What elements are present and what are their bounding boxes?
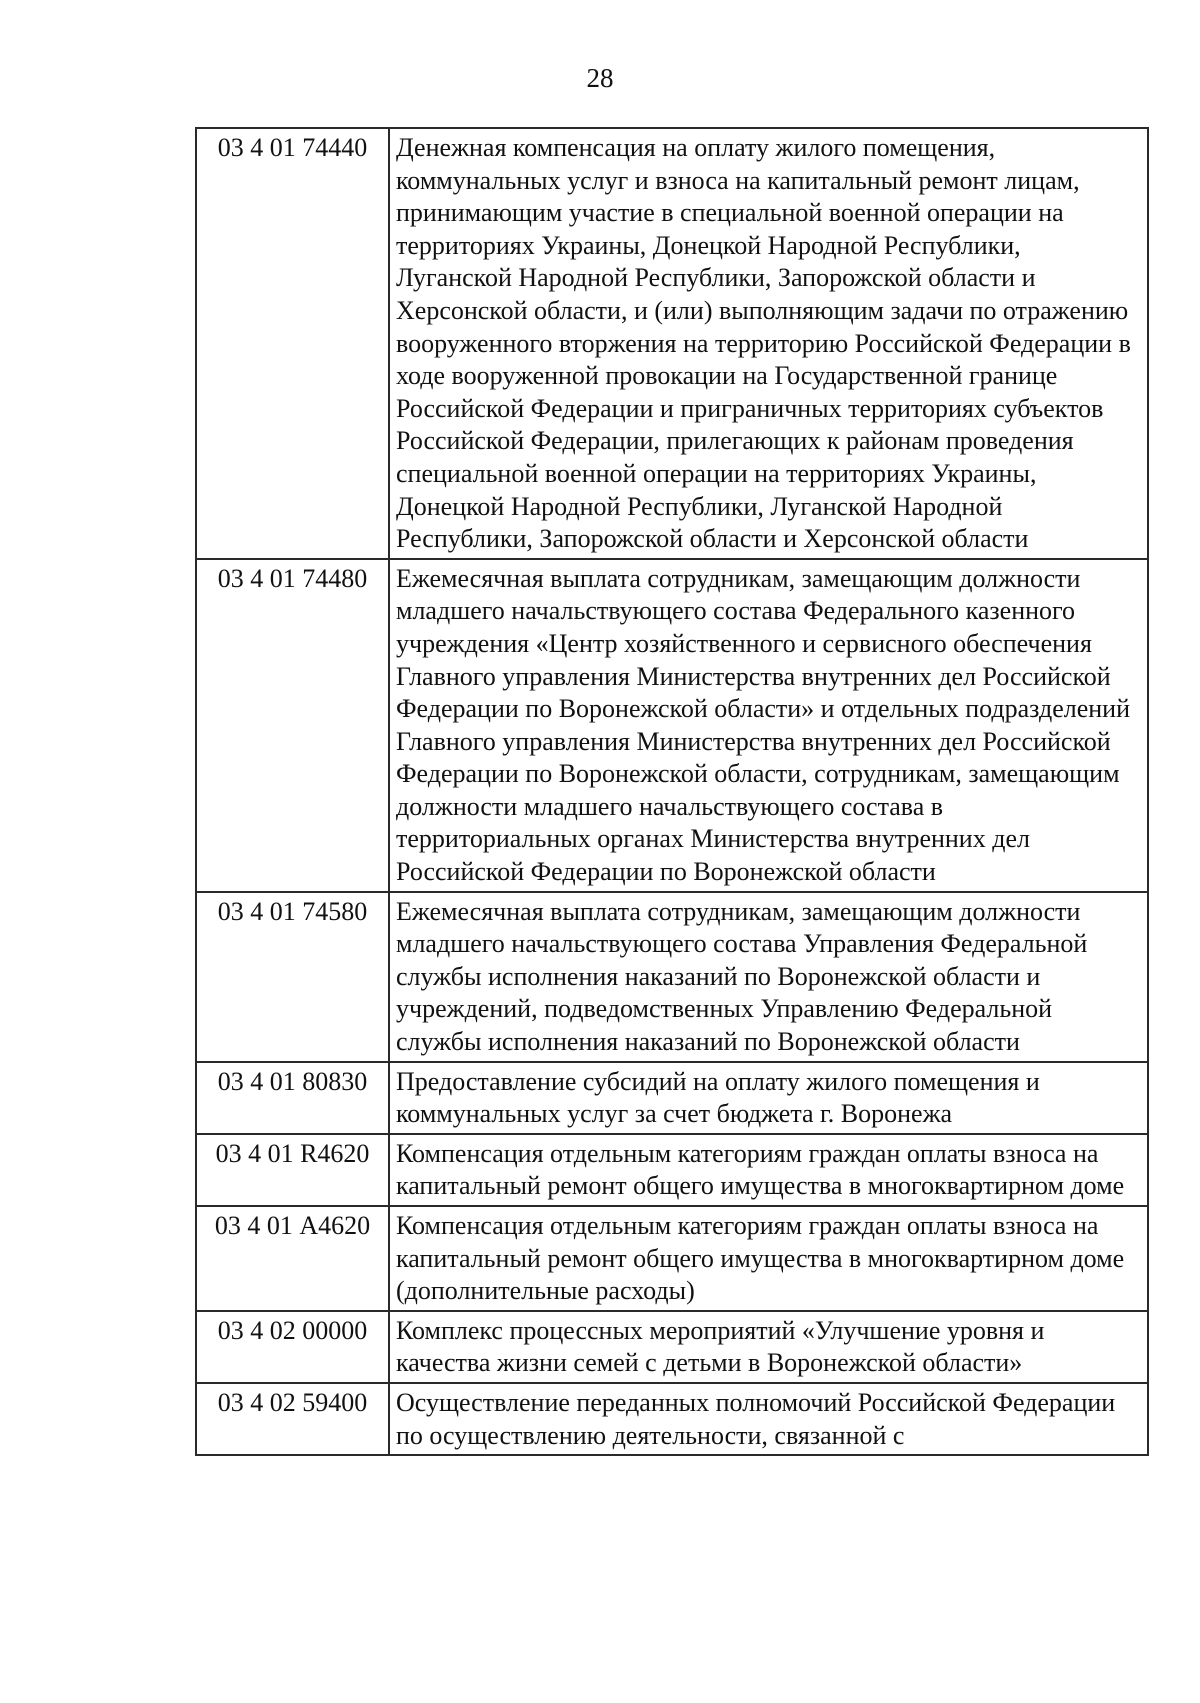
table-row — [196, 892, 1148, 1062]
table-row — [196, 1311, 1148, 1383]
budget-code: 03 4 01 R4620 — [196, 1134, 389, 1206]
budget-code: 03 4 01 А4620 — [196, 1206, 389, 1311]
budget-code: 03 4 01 74580 — [196, 892, 389, 1062]
table-row — [196, 1062, 1148, 1134]
code-description: Денежная компенсация на оплату жилого помещения, коммунальных услуг и взноса на капитальный ремонт лицам, принимающим участие в специальной военной операции на территориях Украины, Донецкой Народной Республики, Луганской Народной Республики, Запорожской области и Херсонской области, и (или) выполняющим задачи по отражению вооруженного вторжения на территорию Российской Федерации в ходе вооруженной провокации на Государственной границе Российской Федерации и приграничных территориях субъектов Российской Федерации, прилегающих к районам проведения специальной военной операции на территориях Украины, Донецкой Народной Республики, Луганской Народной Республики, Запорожской области и Херсонской области — [389, 128, 1148, 559]
table-row — [196, 1134, 1148, 1206]
budget-codes-table — [195, 127, 1149, 1456]
code-description: Компенсация отдельным категориям граждан оплаты взноса на капитальный ремонт общего имущества в многоквартирном доме — [389, 1134, 1148, 1206]
budget-code: 03 4 01 74480 — [196, 559, 389, 892]
code-description: Компенсация отдельным категориям граждан оплаты взноса на капитальный ремонт общего имущества в многоквартирном доме (дополнительные расходы) — [389, 1206, 1148, 1311]
code-description: Осуществление переданных полномочий Российской Федерации по осуществлению деятельности, связанной с — [389, 1383, 1148, 1455]
table-row — [196, 1383, 1148, 1455]
table-row — [196, 559, 1148, 892]
code-description: Предоставление субсидий на оплату жилого помещения и коммунальных услуг за счет бюджета г. Воронежа — [389, 1062, 1148, 1134]
budget-code: 03 4 02 59400 — [196, 1383, 389, 1455]
code-description: Ежемесячная выплата сотрудникам, замещающим должности младшего начальствующего состава Федерального казенного учреждения «Центр хозяйственного и сервисного обеспечения Главного управления Министерства внутренних дел Российской Федерации по Воронежской области» и отдельных подразделений Главного управления Министерства внутренних дел Российской Федерации по Воронежской области, сотрудникам, замещающим должности младшего начальствующего состава в территориальных органах Министерства внутренних дел Российской Федерации по Воронежской области — [389, 559, 1148, 892]
budget-code: 03 4 02 00000 — [196, 1311, 389, 1383]
code-description: Комплекс процессных мероприятий «Улучшение уровня и качества жизни семей с детьми в Воронежской области» — [389, 1311, 1148, 1383]
code-description: Ежемесячная выплата сотрудникам, замещающим должности младшего начальствующего состава Управления Федеральной службы исполнения наказаний по Воронежской области и учреждений, подведомственных Управлению Федеральной службы исполнения наказаний по Воронежской области — [389, 892, 1148, 1062]
budget-code: 03 4 01 80830 — [196, 1062, 389, 1134]
table-row — [196, 128, 1148, 559]
table-row — [196, 1206, 1148, 1311]
budget-code: 03 4 01 74440 — [196, 128, 389, 559]
page-number: 28 — [586, 63, 614, 93]
